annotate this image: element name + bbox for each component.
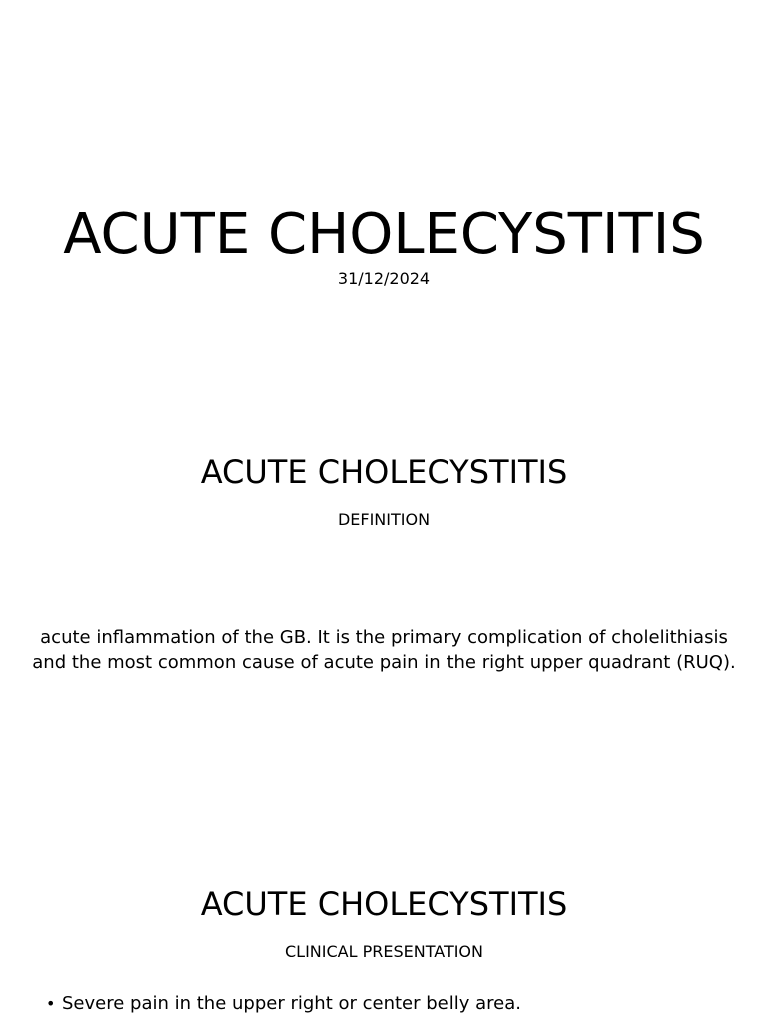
list-item-text: Severe pain in the upper right or center belly area. xyxy=(62,993,521,1014)
symptom-list xyxy=(46,992,521,1016)
clinical-slide-title: ACUTE CHOLECYSTITIS xyxy=(200,885,568,923)
definition-slide-title: ACUTE CHOLECYSTITIS xyxy=(200,453,568,491)
list-item xyxy=(46,992,521,1016)
bullet-icon: • xyxy=(46,994,56,1013)
definition-text: acute inflammation of the GB. It is the primary complication of cholelithiasis and the most common cause of acute pain in the right upper quadrant (RUQ). xyxy=(32,627,736,673)
cover-title: ACUTE CHOLECYSTITIS xyxy=(63,202,705,267)
definition-heading: DEFINITION xyxy=(337,510,431,529)
clinical-presentation-heading: CLINICAL PRESENTATION xyxy=(284,942,483,961)
cover-date: 31/12/2024 xyxy=(337,269,431,288)
